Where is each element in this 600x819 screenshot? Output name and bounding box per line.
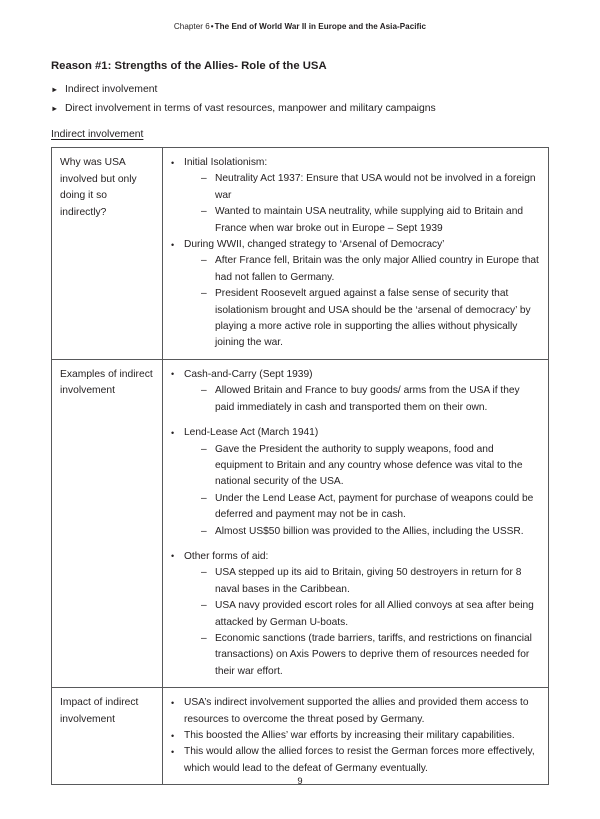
bullet-text: • Other forms of aid: [184,550,269,562]
list-item-label: Direct involvement in terms of vast resources, manpower and military campaigns [65,103,436,114]
sub-bullet-item: – USA stepped up its aid to Britain, giving 50 destroyers in return for 8 naval bases in the Caribbean. [201,565,540,598]
row-label-cell [52,359,163,687]
sub-bullet-item: – USA navy provided escort roles for all Allied convoys at sea after being attacked by German U-boats. [201,598,540,631]
sub-bullet-list [184,171,540,237]
running-header-separator: • [210,22,214,31]
list-item-label: Indirect involvement [65,84,158,95]
sub-bullet-item: – Gave the President the authority to supply weapons, food and equipment to Britain and any country whose defence was vital to the national security of the USA. [201,442,540,491]
bullet-item [170,695,540,728]
triangle-bullet-icon: ► [51,85,59,94]
sub-bullet-list [184,442,540,540]
sub-bullet-item: – Under the Lend Lease Act, payment for purchase of weapons could be deferred and payment may not be in cash. [201,491,540,524]
bullet-text: • This boosted the Allies’ war efforts by increasing their military capabilities. [184,730,515,741]
sub-bullet-item: – After France fell, Britain was the only major Allied country in Europe that had not fallen to Germany. [201,253,540,286]
list-item [51,80,551,99]
bullet-item [170,367,540,416]
row-content-cell [163,359,549,687]
row-label: Why was USA involved but only doing it so indirectly? [60,157,137,218]
bullet-item [170,549,540,680]
page-number: 9 [297,775,303,786]
running-header-title: The End of World War II in Europe and the Asia-Pacific [214,22,427,31]
sub-bullet-list [184,253,540,351]
bullet-text: • Cash-and-Carry (Sept 1939) [184,368,313,380]
row-label-cell [52,688,163,785]
row-label: Examples of indirect involvement [60,368,153,397]
bullet-text: • USA’s indirect involvement supported the allies and provided them access to resources to overcome the threat posed by Germany. [184,697,529,725]
top-bullet-list [51,80,551,118]
bullet-item [170,728,540,744]
sub-bullet-list [184,565,540,680]
section-heading: Reason #1: Strengths of the Allies- Role of the USA [51,60,327,72]
sub-bullet-item: – Economic sanctions (trade barriers, tariffs, and restrictions on financial transactions) on Axis Powers to deprive them of resources needed for their war effort. [201,631,540,680]
row-label: Impact of indirect involvement [60,697,139,725]
bullet-list [170,367,540,680]
table-row [52,688,549,785]
sub-bullet-item: – Wanted to maintain USA neutrality, while supplying aid to Britain and France when war broke out in Europe – Sept 1939 [201,204,540,237]
sub-bullet-item: – Allowed Britain and France to buy goods/ arms from the USA if they paid immediately in cash and transported them on their own. [201,383,540,416]
row-content-cell [163,148,549,360]
row-content-cell [163,688,549,785]
table-row [52,148,549,360]
running-header [0,22,600,31]
subsection-heading: Indirect involvement [51,129,144,140]
sub-bullet-item: – President Roosevelt argued against a false sense of security that isolationism brought and USA should be the ‘arsenal of democracy’ by playing a more active role in supporting the allies without physically joining the war. [201,286,540,352]
bullet-text: • During WWII, changed strategy to ‘Arsenal of Democracy’ [184,239,445,251]
bullet-text: • Initial Isolationism: [184,157,268,168]
bullet-item [170,155,540,237]
bullet-text: • This would allow the allied forces to resist the German forces more effectively, which would lead to the defeat of Germany eventually. [184,746,535,774]
bullet-list [170,695,540,777]
table-row [52,359,549,687]
list-item [51,99,551,118]
bullet-item [170,744,540,777]
running-header-chapter: Chapter 6 [173,22,210,31]
bullet-list [170,155,540,352]
triangle-bullet-icon: ► [51,104,59,113]
sub-bullet-item: – Almost US$50 billion was provided to the Allies, including the USSR. [201,524,540,540]
sub-bullet-item: – Neutrality Act 1937: Ensure that USA would not be involved in a foreign war [201,171,540,204]
row-label-cell [52,148,163,360]
bullet-item [170,237,540,352]
table-body [52,148,549,785]
bullet-text: • Lend-Lease Act (March 1941) [184,427,319,439]
content-table [51,147,549,785]
sub-bullet-list [184,383,540,416]
bullet-item [170,425,540,540]
